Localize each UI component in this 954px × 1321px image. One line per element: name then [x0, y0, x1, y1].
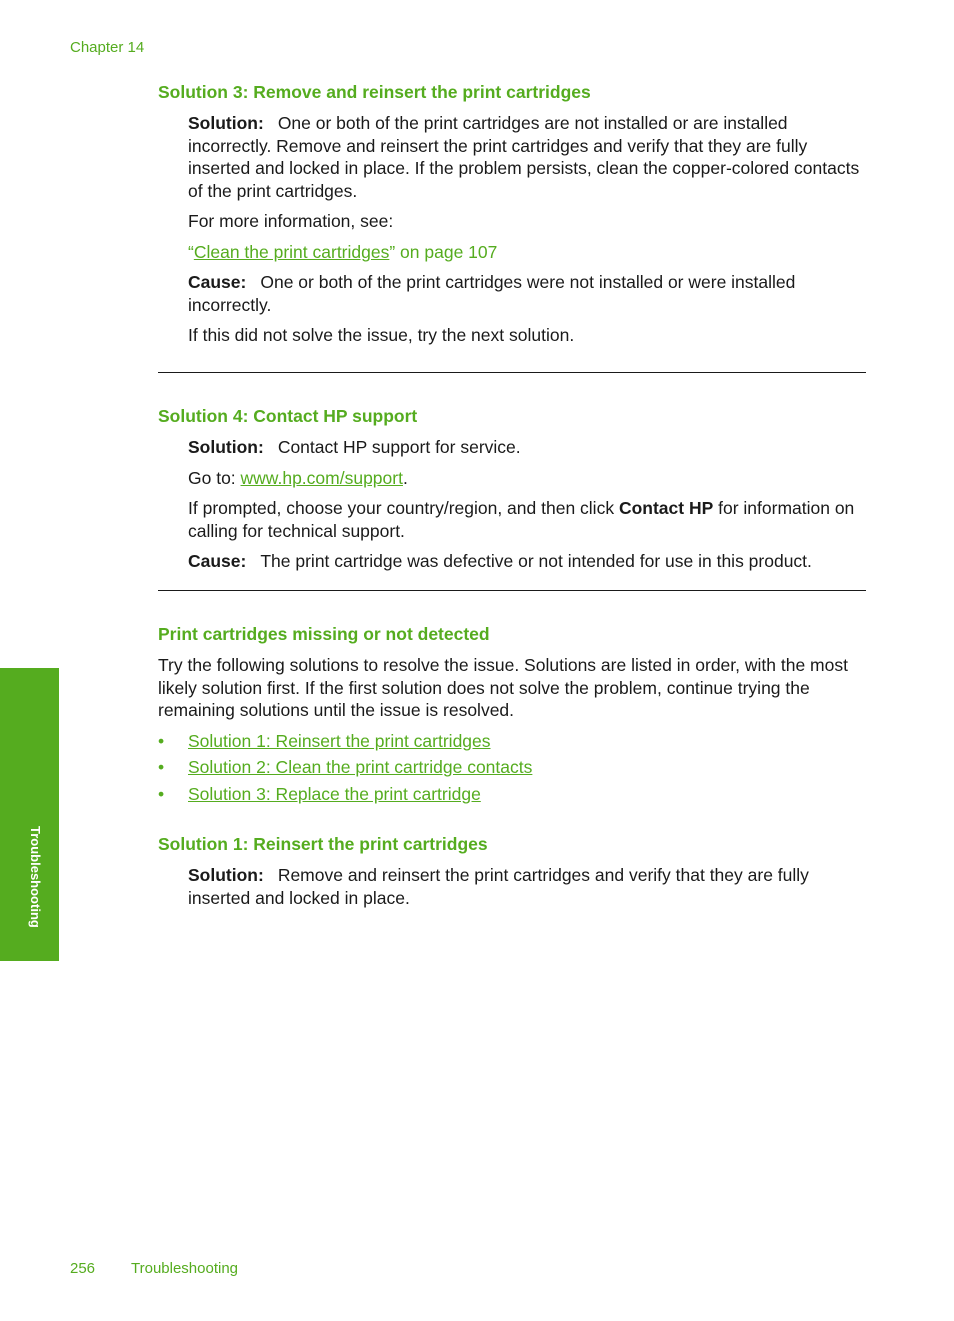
link-open-quote: “ — [188, 242, 194, 262]
prompt-prefix: If prompted, choose your country/region, and then click — [188, 498, 619, 518]
side-tab-label: Troubleshooting — [28, 826, 43, 928]
prompt-suffix: for information on calling for technical support. — [188, 498, 855, 541]
solution-label: Solution: — [188, 865, 264, 885]
solution-3-paragraph — [188, 112, 868, 202]
page-reference: ” on page 107 — [389, 242, 498, 262]
cause-paragraph — [188, 550, 868, 573]
missing-cartridges-heading: Print cartridges missing or not detected — [158, 624, 490, 644]
footer-section-title: Troubleshooting — [131, 1260, 239, 1277]
goto-paragraph — [188, 467, 868, 490]
list-bullet: • — [158, 784, 165, 804]
goto-suffix: . — [402, 468, 408, 488]
page-number: 256 — [70, 1260, 96, 1277]
more-info-text: For more information, see: — [188, 211, 394, 231]
list-bullet: • — [158, 757, 165, 777]
solution-1-heading: Solution 1: Reinsert the print cartridges — [158, 834, 488, 854]
cause-paragraph — [188, 271, 868, 316]
solution-text: Contact HP support for service. — [277, 437, 521, 457]
solution-label: Solution: — [188, 113, 264, 133]
divider — [158, 372, 866, 373]
solution-3-heading: Solution 3: Remove and reinsert the print cartridges — [158, 82, 591, 102]
solution-1-link[interactable]: Solution 1: Reinsert the print cartridges — [188, 731, 491, 751]
hp-support-link[interactable]: www.hp.com/support — [240, 468, 403, 488]
next-solution-text: If this did not solve the issue, try the next solution. — [188, 325, 575, 345]
contact-hp-label: Contact HP — [618, 498, 714, 518]
cause-text: The print cartridge was defective or not intended for use in this product. — [260, 551, 812, 571]
solution-4-heading: Solution 4: Contact HP support — [158, 406, 418, 426]
list-bullet: • — [158, 731, 165, 751]
solution-label: Solution: — [188, 437, 264, 457]
missing-intro-text: Try the following solutions to resolve the issue. Solutions are listed in order, with the most likely solution first. If the first solution does not solve the problem, continue trying the remaining solutions until the issue is resolved. — [158, 655, 848, 720]
cause-text: One or both of the print cartridges were not installed or were installed incorrectly. — [188, 272, 796, 315]
solution-3-link[interactable]: Solution 3: Replace the print cartridge — [188, 784, 481, 804]
cause-label: Cause: — [188, 551, 247, 571]
cause-label: Cause: — [188, 272, 247, 292]
solution-4-paragraph — [188, 436, 868, 459]
clean-cartridges-link[interactable]: Clean the print cartridges — [193, 242, 390, 262]
clean-cartridges-reference — [188, 241, 868, 264]
contact-hp-paragraph — [188, 497, 868, 542]
solution-text: One or both of the print cartridges are not installed or are installed incorrectly. Remove and reinsert the print cartridges and verify that they are fully inserted and locked in place. If the problem persists, clean the copper-colored contacts of the print cartridges. — [188, 113, 860, 201]
solution-1-paragraph — [188, 864, 868, 909]
chapter-header: Chapter 14 — [70, 39, 145, 56]
solution-text: Remove and reinsert the print cartridges and verify that they are fully inserted and locked in place. — [188, 865, 809, 908]
solution-2-link[interactable]: Solution 2: Clean the print cartridge contacts — [188, 757, 533, 777]
divider — [158, 590, 866, 591]
goto-prefix: Go to: — [188, 468, 241, 488]
